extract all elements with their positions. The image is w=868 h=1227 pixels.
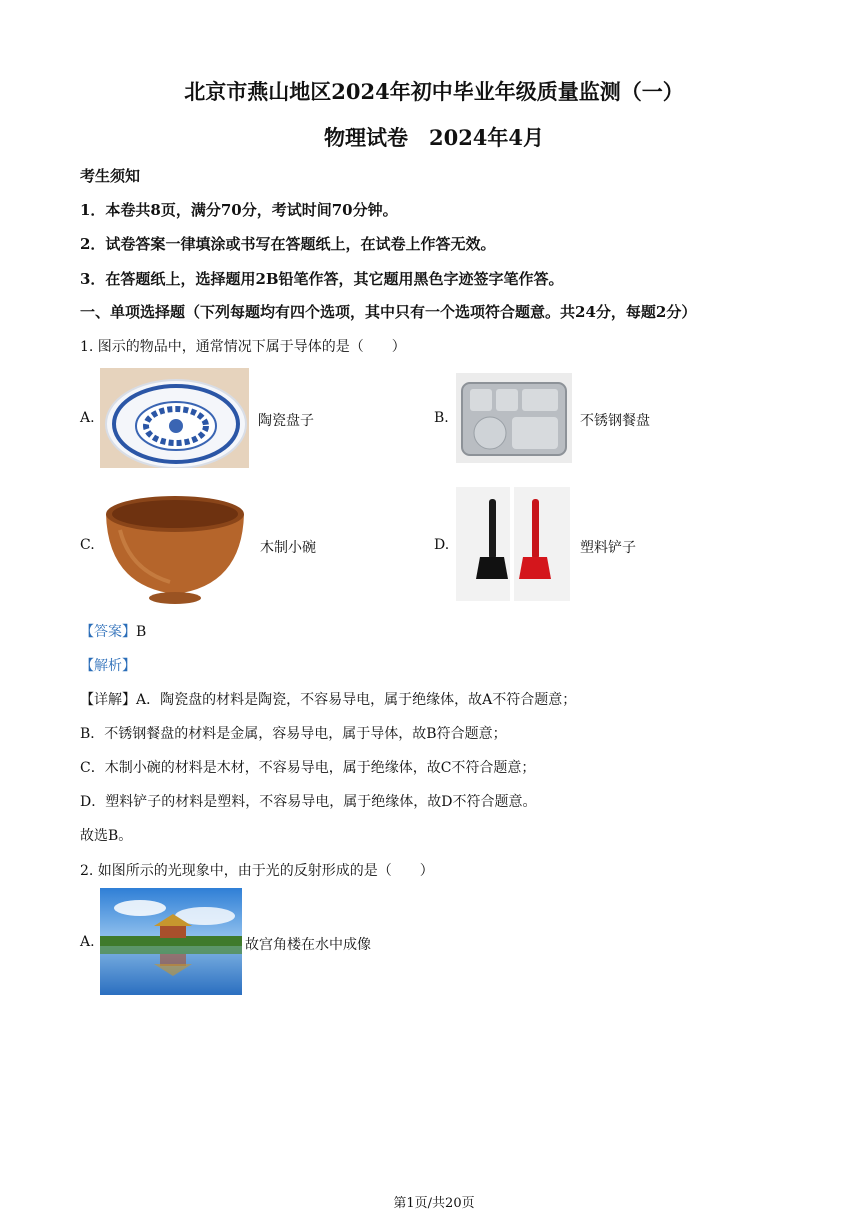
- detail-line: C．木制小碗的材料是木材，不容易导电，属于绝缘体，故C不符合题意；: [80, 760, 536, 776]
- detail-line: [80, 689, 576, 709]
- option-caption: 陶瓷盘子: [258, 413, 314, 429]
- option-label: D.: [434, 537, 450, 553]
- corner-tower-reflection-icon: [100, 888, 242, 995]
- question-stem: 1. 图示的物品中，通常情况下属于导体的是（ ）: [80, 339, 406, 355]
- answer-line: [80, 621, 146, 641]
- option-label: B.: [434, 410, 449, 426]
- steel-tray-icon: [456, 373, 572, 463]
- option-caption: 故宫角楼在水中成像: [245, 937, 371, 953]
- analysis-tag: 【解析】: [80, 658, 136, 674]
- detail-tag: 【详解】: [80, 692, 136, 708]
- wooden-bowl-icon: [100, 490, 250, 610]
- notice-heading: 考生须知: [80, 167, 141, 185]
- question-stem: 2. 如图所示的光现象中，由于光的反射形成的是（ ）: [80, 863, 434, 879]
- section-heading: 一、单项选择题（下列每题均有四个选项，其中只有一个选项符合题意。共24分，每题2分）: [80, 303, 697, 321]
- option-label: A.: [80, 410, 95, 426]
- option-caption: 不锈钢餐盘: [580, 413, 650, 429]
- ceramic-plate-icon: [100, 368, 249, 468]
- option-label: A.: [80, 934, 95, 950]
- page-subtitle: 物理试卷 2024年4月: [323, 125, 545, 150]
- option-caption: 塑料铲子: [580, 540, 636, 556]
- detail-line: D．塑料铲子的材料是塑料，不容易导电，属于绝缘体，故D不符合题意。: [80, 794, 537, 810]
- page-title: 北京市燕山地区2024年初中毕业年级质量监测（一）: [184, 79, 684, 104]
- notice-item: 2．试卷答案一律填涂或书写在答题纸上，在试卷上作答无效。: [80, 235, 496, 253]
- option-caption: 木制小碗: [260, 540, 316, 556]
- notice-item: 1．本卷共8页，满分70分，考试时间70分钟。: [80, 201, 398, 219]
- answer-tag: 【答案】: [80, 624, 136, 640]
- conclusion-line: 故选B。: [80, 828, 133, 844]
- notice-item: 3．在答题纸上，选择题用2B铅笔作答，其它题用黑色字迹签字笔作答。: [80, 270, 564, 288]
- detail-text: A．陶瓷盘的材料是陶瓷，不容易导电，属于绝缘体，故A不符合题意；: [136, 692, 577, 708]
- page-number: 第1页/共20页: [393, 1196, 475, 1211]
- answer-value: B: [136, 624, 147, 640]
- detail-line: B．不锈钢餐盘的材料是金属，容易导电，属于导体，故B符合题意；: [80, 726, 507, 742]
- option-label: C.: [80, 537, 95, 553]
- plastic-spatula-icon: [456, 487, 570, 601]
